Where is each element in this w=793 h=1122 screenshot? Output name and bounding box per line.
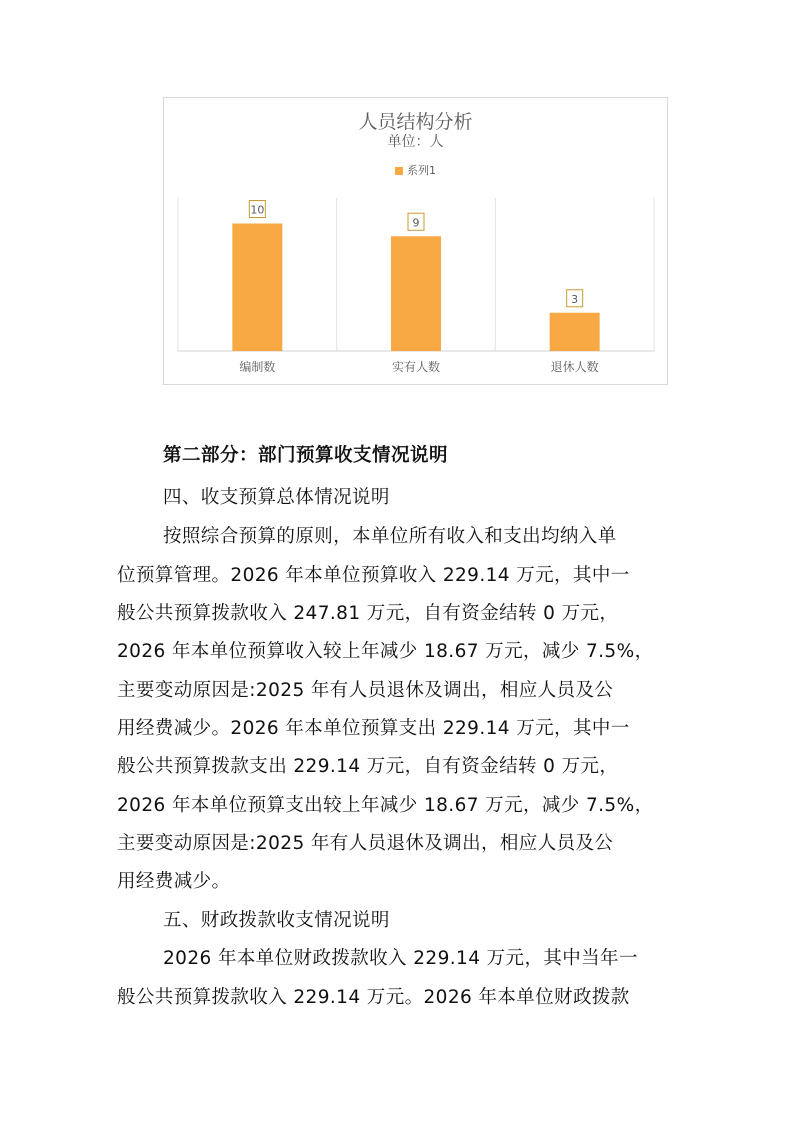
data-label: 10 [250, 203, 265, 217]
bar [550, 313, 600, 351]
x-tick-label: 实有人数 [391, 360, 441, 374]
paragraph-line: 用经费减少。2026 年本单位预算支出 229.14 万元，其中一 [117, 718, 630, 739]
section5-title: 五、财政拨款收支情况说明 [163, 910, 390, 931]
chart-subtitle: 单位：人 [387, 134, 444, 150]
paragraph-line: 用经费减少。 [117, 871, 231, 892]
chart-plot [164, 98, 669, 386]
paragraph-line: 位预算管理。2026 年本单位预算收入 229.14 万元，其中一 [117, 565, 630, 586]
paragraph-line: 2026 年本单位预算收入较上年减少 18.67 万元，减少 7.5%， [117, 641, 654, 662]
x-tick-label: 退休人数 [550, 360, 599, 374]
section-heading: 第二部分：部门预算收支情况说明 [163, 445, 449, 466]
paragraph-line: 般公共预算拨款收入 229.14 万元。2026 年本单位财政拨款 [117, 987, 630, 1008]
paragraph-line: 按照综合预算的原则，本单位所有收入和支出均纳入单 [163, 526, 617, 547]
bar-chart [163, 97, 668, 385]
paragraph-line: 2026 年本单位财政拨款收入 229.14 万元，其中当年一 [163, 948, 638, 969]
section4-title: 四、收支预算总体情况说明 [163, 487, 390, 508]
bar [391, 236, 441, 351]
paragraph-line: 主要变动原因是:2025 年有人员退休及调出，相应人员及公 [117, 680, 614, 701]
legend-label: 系列1 [407, 164, 436, 177]
paragraph-line: 2026 年本单位预算支出较上年减少 18.67 万元，减少 7.5%， [117, 795, 654, 816]
data-label: 9 [412, 216, 420, 230]
data-label: 3 [571, 292, 579, 306]
chart-title: 人员结构分析 [358, 111, 473, 133]
paragraph-line: 般公共预算拨款收入 247.81 万元，自有资金结转 0 万元， [117, 603, 619, 624]
x-tick-label: 编制数 [239, 360, 276, 374]
paragraph-line: 般公共预算拨款支出 229.14 万元，自有资金结转 0 万元， [117, 756, 619, 777]
bar [232, 224, 282, 352]
paragraph-line: 主要变动原因是:2025 年有人员退休及调出，相应人员及公 [117, 833, 614, 854]
